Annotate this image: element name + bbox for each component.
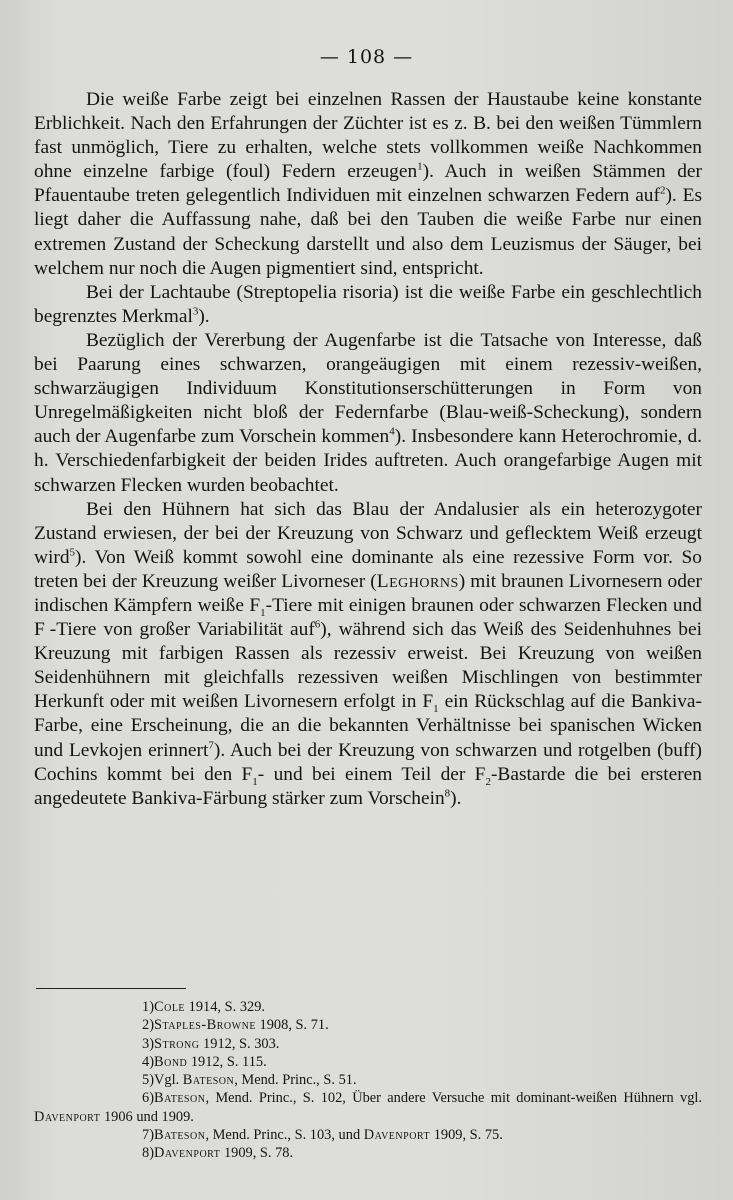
author-name: Leghorns	[376, 570, 459, 592]
footnote-ref[interactable]: 5	[69, 546, 76, 559]
footnote-5: 5)Vgl. Bateson, Mend. Princ., S. 51.	[142, 1072, 357, 1089]
page-number: — 108 —	[319, 46, 414, 68]
footnotes	[34, 998, 702, 1163]
paragraph-eye-color: Bezüglich der Vererbung der Augenfarbe ist die Tatsache von Interesse, daß bei Paarung eines schwarzen, orangeäugigen mit einem rezessiv-weißen, schwarzäugigen Individuum Konstitutionserschütterungen in Form von Unregelmäßigkeiten nicht bloß der Federnfarbe (Blau-weiß-Scheckung), sondern auch der Augenfarbe zum Vorschein kommen$^4$). Insbesondere kann Heterochromie, d. h. Verschiedenfarbigkeit der beiden Irides auftreten. Auch orangefarbige Augen mit schwarzen Flecken wurden beobachtet.	[34, 329, 703, 496]
footnote-3: 3)Strong 1912, S. 303.	[142, 1035, 280, 1052]
footnote-1: 1)Cole 1914, S. 329.	[142, 999, 266, 1015]
footnote-4: 4)Bond 1912, S. 115.	[142, 1053, 267, 1070]
footnote-2: 2)Staples-Browne 1908, S. 71.	[142, 1017, 329, 1034]
footnote-ref[interactable]: 3	[192, 305, 199, 318]
paragraph-laughing-dove: Bei der Lachtaube (Streptopelia risoria) ist die weiße Farbe ein geschlechtlich begrenztes Merkmal$^3$).	[34, 281, 702, 327]
footnote-ref[interactable]: 4	[389, 425, 395, 438]
paragraph-white-pigeons: Die weiße Farbe zeigt bei einzelnen Rassen der Haustaube keine konstante Erblichkeit. Nach den Erfahrungen der Züchter ist es z. B. bei den weißen Tümmlern fast unmöglich, Tiere zu erhalten, welche stets vollkommen weiße Nachkommen ohne einzelne farbige (foul) Federn erzeugen$^1$). Auch in weißen Stämmen der Pfauentaube treten gelegentlich Individuen mit einzelnen schwarzen Federn auf$^2$). Es liegt daher die Auffassung nahe, daß bei den Tauben die weiße Farbe nur einen extremen Zustand der Scheckung darstellt und also dem Leuzismus der Säuger, bei welchem nur noch die Augen pigmentiert sind, entspricht.	[34, 89, 702, 279]
footnote-7: 7)Bateson, Mend. Princ., S. 103, und Davenport 1909, S. 75.	[142, 1127, 503, 1144]
footnote-ref[interactable]: 7	[208, 739, 214, 752]
paragraph-chickens: Bei den Hühnern hat sich das Blau der Andalusier als ein heterozygoter Zustand erwiesen, der bei der Kreuzung von Schwarz und geflecktem Weiß erzeugt wird$^5$). Von Weiß kommt sowohl eine dominante als eine rezessive Form vor. So treten bei der Kreuzung weißer Livorneser (Leghorns) mit braunen Livornesern oder indischen Kämpfern weiße $F_1$-Tiere mit einigen braunen oder schwarzen Flecken und F -Tiere von großer Variabilität auf$^6$), während sich das Weiß des Seidenhuhnes bei Kreuzung mit farbigen Rassen als rezessiv erweist. Bei Kreuzung von weißen Seidenhühnern mit gleichfalls rezessiven weißen Mischlingen von bestimmter Herkunft oder mit weißen Livornesern erfolgt in $F_1$ ein Rückschlag auf die Bankiva-Farbe, eine Erscheinung, die an die bekannten Verhältnisse bei spanischen Wicken und Levkojen erinnert$^7$). Auch bei der Kreuzung von schwarzen und rotgelben (buff) Cochins kommt bei den $F_1-$ und bei einem Teil der $F_2$-Bastarde die bei ersteren angedeutete Bankiva-Färbung stärker zum Vorschein$^8$).	[34, 498, 703, 809]
footnote-6: 6)Bateson, Mend. Princ., S. 102, Über andere Versuche mit dominant-weißen Hühnern vgl. Davenport 1906 und 1909.	[34, 1090, 702, 1125]
footnote-ref[interactable]: 8	[444, 787, 451, 800]
footnote-ref[interactable]: 6	[314, 618, 321, 631]
footnote-8: 8)Davenport 1909, S. 78.	[142, 1145, 294, 1162]
footnote-ref[interactable]: 2	[659, 184, 666, 197]
footnote-ref[interactable]: 1	[417, 160, 423, 173]
main-text	[34, 88, 702, 811]
footnote-divider	[36, 988, 186, 989]
